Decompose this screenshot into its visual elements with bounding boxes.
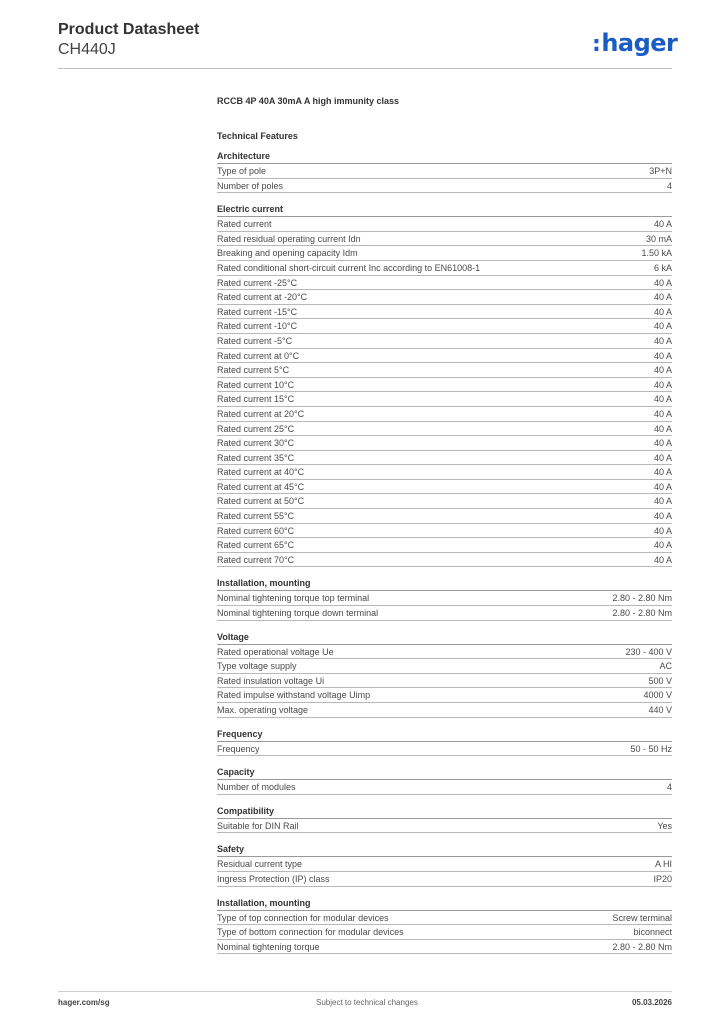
feature-row	[217, 480, 672, 495]
feature-value: 230 - 400 V	[625, 646, 672, 657]
feature-label: Rated current -10°C	[217, 321, 298, 332]
feature-label: Residual current type	[217, 859, 303, 870]
feature-label: Number of modules	[217, 782, 296, 793]
product-code: CH440J	[58, 41, 116, 58]
feature-value: Screw terminal	[612, 912, 672, 923]
datasheet-content	[217, 95, 672, 964]
feature-row	[217, 494, 672, 509]
feature-row	[217, 553, 672, 568]
section-heading: Installation, mounting	[217, 577, 672, 591]
feature-value: 40 A	[653, 292, 672, 303]
footer-divider	[58, 991, 672, 992]
feature-row	[217, 246, 672, 261]
feature-label: Nominal tightening torque	[217, 941, 320, 952]
feature-value: 30 mA	[645, 233, 672, 244]
feature-section	[217, 766, 672, 795]
feature-value: 40 A	[653, 321, 672, 332]
feature-row	[217, 659, 672, 674]
feature-value: 40 A	[653, 438, 672, 449]
feature-label: Number of poles	[217, 180, 284, 191]
feature-value: 40 A	[653, 467, 672, 478]
feature-label: Type of top connection for modular devices	[217, 912, 389, 923]
feature-label: Rated current -5°C	[217, 335, 293, 346]
feature-label: Rated current 65°C	[217, 540, 295, 551]
feature-value: 40 A	[653, 219, 672, 230]
feature-value: 6 kA	[653, 262, 672, 273]
feature-row	[217, 911, 672, 926]
feature-label: Type voltage supply	[217, 661, 297, 672]
feature-row	[217, 674, 672, 689]
feature-label: Rated conditional short-circuit current Inc according to EN61008-1	[217, 262, 481, 273]
feature-value: 2.80 - 2.80 Nm	[612, 608, 672, 619]
feature-value: 40 A	[653, 452, 672, 463]
section-heading: Compatibility	[217, 805, 672, 819]
feature-row	[217, 925, 672, 940]
feature-row	[217, 334, 672, 349]
feature-label: Rated residual operating current Idn	[217, 233, 361, 244]
feature-row	[217, 780, 672, 795]
feature-row	[217, 645, 672, 660]
feature-label: Nominal tightening torque top terminal	[217, 593, 370, 604]
feature-value: 4	[666, 782, 672, 793]
footer-date: 05.03.2026	[631, 998, 672, 1007]
feature-value: 50 - 50 Hz	[630, 743, 672, 754]
feature-label: Rated impulse withstand voltage Uimp	[217, 690, 371, 701]
feature-value: 40 A	[653, 277, 672, 288]
feature-value: 40 A	[653, 408, 672, 419]
feature-label: Rated current at 20°C	[217, 408, 305, 419]
feature-value: 1.50 kA	[641, 248, 672, 259]
feature-row	[217, 451, 672, 466]
feature-label: Rated current 15°C	[217, 394, 295, 405]
feature-value: 40 A	[653, 394, 672, 405]
section-heading: Electric current	[217, 203, 672, 217]
section-heading: Architecture	[217, 150, 672, 164]
feature-value: 2.80 - 2.80 Nm	[612, 593, 672, 604]
feature-label: Rated operational voltage Ue	[217, 646, 334, 657]
feature-label: Rated current at 0°C	[217, 350, 300, 361]
section-heading: Capacity	[217, 766, 672, 780]
feature-row	[217, 857, 672, 872]
feature-section	[217, 805, 672, 834]
feature-value: 3P+N	[649, 166, 672, 176]
feature-row	[217, 164, 672, 179]
feature-row	[217, 524, 672, 539]
feature-label: Rated current 60°C	[217, 525, 295, 536]
feature-label: Frequency	[217, 743, 260, 754]
feature-value: 500 V	[648, 675, 672, 686]
feature-row	[217, 591, 672, 606]
feature-label: Rated current -15°C	[217, 306, 298, 317]
document-title: Product Datasheet	[58, 21, 200, 38]
feature-label: Ingress Protection (IP) class	[217, 873, 330, 884]
document-header	[58, 20, 199, 60]
feature-label: Rated current 70°C	[217, 554, 295, 565]
footer-note: Subject to technical changes	[316, 998, 418, 1007]
feature-section	[217, 897, 672, 955]
feature-value: 40 A	[653, 496, 672, 507]
feature-sections	[217, 150, 672, 954]
feature-row	[217, 363, 672, 378]
feature-row	[217, 276, 672, 291]
header-divider	[58, 68, 672, 69]
feature-value: 40 A	[653, 554, 672, 565]
feature-label: Rated current 10°C	[217, 379, 295, 390]
feature-row	[217, 349, 672, 364]
feature-value: IP20	[653, 873, 672, 884]
feature-value: 40 A	[653, 350, 672, 361]
feature-label: Max. operating voltage	[217, 705, 309, 715]
section-heading: Frequency	[217, 728, 672, 742]
feature-row	[217, 465, 672, 480]
product-title: RCCB 4P 40A 30mA A high immunity class	[217, 96, 400, 106]
feature-row	[217, 407, 672, 422]
feature-label: Rated current at -20°C	[217, 292, 308, 303]
feature-row	[217, 319, 672, 334]
feature-row	[217, 742, 672, 757]
feature-row	[217, 509, 672, 524]
feature-section	[217, 203, 672, 567]
technical-features-title: Technical Features	[217, 131, 298, 141]
feature-value: 2.80 - 2.80 Nm	[612, 941, 672, 952]
feature-value: 40 A	[653, 365, 672, 376]
feature-row	[217, 305, 672, 320]
feature-value: A HI	[654, 859, 672, 870]
feature-value: 440 V	[648, 705, 672, 715]
feature-row	[217, 217, 672, 232]
feature-label: Rated current -25°C	[217, 277, 298, 288]
feature-value: 40 A	[653, 525, 672, 536]
section-heading: Installation, mounting	[217, 897, 672, 911]
section-heading: Safety	[217, 843, 672, 857]
feature-row	[217, 436, 672, 451]
feature-row	[217, 392, 672, 407]
logo-text: hager	[601, 29, 678, 57]
feature-label: Rated current 55°C	[217, 511, 295, 522]
feature-row	[217, 422, 672, 437]
feature-row	[217, 179, 672, 194]
feature-value: 40 A	[653, 481, 672, 492]
feature-section	[217, 631, 672, 718]
feature-value: 4000 V	[643, 690, 672, 701]
feature-row	[217, 261, 672, 276]
feature-section	[217, 843, 672, 886]
feature-label: Rated insulation voltage Ui	[217, 675, 325, 686]
feature-value: 40 A	[653, 306, 672, 317]
feature-label: Suitable for DIN Rail	[217, 820, 299, 831]
feature-label: Rated current	[217, 219, 272, 230]
feature-row	[217, 819, 672, 834]
feature-value: 4	[666, 180, 672, 191]
feature-label: Rated current 25°C	[217, 423, 295, 434]
feature-row	[217, 290, 672, 305]
feature-row	[217, 940, 672, 955]
section-heading: Voltage	[217, 631, 672, 645]
feature-section	[217, 577, 672, 620]
feature-value: 40 A	[653, 335, 672, 346]
feature-row	[217, 378, 672, 393]
feature-row	[217, 232, 672, 247]
feature-label: Rated current 5°C	[217, 365, 290, 376]
feature-row	[217, 538, 672, 553]
feature-section	[217, 728, 672, 757]
feature-row	[217, 688, 672, 703]
footer-website[interactable]: hager.com/sg	[58, 998, 110, 1007]
feature-label: Rated current 30°C	[217, 438, 295, 449]
feature-value: biconnect	[633, 927, 672, 938]
feature-section	[217, 150, 672, 193]
feature-value: Yes	[657, 820, 672, 831]
feature-label: Breaking and opening capacity Idm	[217, 248, 358, 259]
feature-value: 40 A	[653, 423, 672, 434]
feature-label: Rated current at 40°C	[217, 467, 305, 478]
feature-value: 40 A	[653, 540, 672, 551]
feature-value: AC	[659, 661, 672, 672]
hager-logo: :hager	[592, 29, 678, 57]
feature-label: Nominal tightening torque down terminal	[217, 608, 379, 619]
feature-row	[217, 606, 672, 621]
feature-value: 40 A	[653, 511, 672, 522]
feature-label: Rated current at 45°C	[217, 481, 305, 492]
feature-row	[217, 872, 672, 887]
feature-label: Rated current 35°C	[217, 452, 295, 463]
feature-row	[217, 703, 672, 718]
feature-value: 40 A	[653, 379, 672, 390]
feature-label: Rated current at 50°C	[217, 496, 305, 507]
feature-label: Type of pole	[217, 166, 267, 176]
feature-label: Type of bottom connection for modular devices	[217, 927, 404, 938]
